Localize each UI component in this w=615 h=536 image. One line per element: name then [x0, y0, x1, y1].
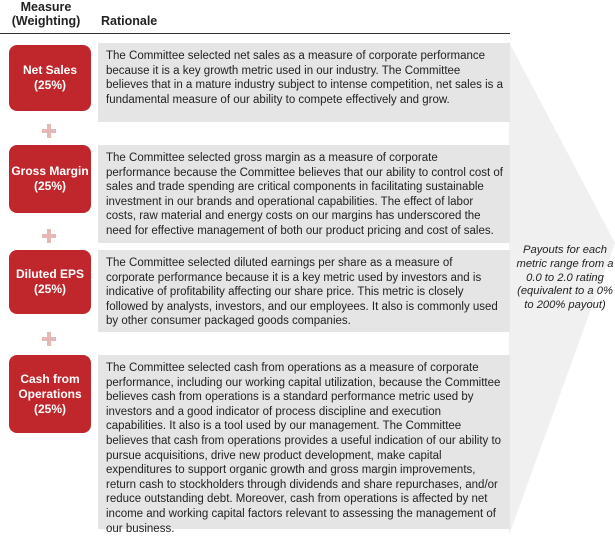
header-divider	[0, 33, 510, 34]
measure-weight: (25%)	[33, 78, 66, 92]
measure-badge-cash-from-operations	[9, 355, 91, 433]
measure-name-line2: Operations	[18, 386, 82, 401]
rationale-column-header: Rationale	[101, 14, 158, 28]
measure-badge-diluted-eps	[9, 250, 91, 314]
measure-header-line2: (Weighting)	[11, 14, 81, 28]
measure-name: Net Sales	[22, 63, 78, 77]
rationale-box-gross-margin: The Committee selected gross margin as a measure of corporate performance because the Committee believes that our ability to control cost of sales and trade spending are critical components in facilitating sustainable investment in our brands and operational capabilities. The effect of labor costs, raw material and energy costs on our margins has underscored the need for effective management of both our product pricing and cost of sales.	[98, 145, 510, 243]
payout-note: Payouts for each metric range from a 0.0 to 2.0 rating (equivalent to a 0% to 200% payout)	[516, 244, 614, 312]
plus-icon	[42, 332, 56, 346]
measure-name: Diluted EPS	[15, 267, 84, 281]
plus-icon	[42, 229, 56, 243]
rationale-box-net-sales: The Committee selected net sales as a measure of corporate performance because it is a key growth metric used in our industry. The Committee believes that in a mature industry subject to intense competition, net sales is a fundamental measure of our ability to compete effectively and grow.	[98, 43, 510, 122]
measure-badge-gross-margin	[9, 145, 91, 213]
measure-weight: (25%)	[33, 282, 66, 296]
rationale-box-cash-from-operations: The Committee selected cash from operations as a measure of corporate performance, including our working capital utilization, because the Committee believes cash from operations is a standard performance metric used by investors and a good indicator of process discipline and execution capabilities. It also is a tool used by our management. The Committee believes that cash from operations provides a useful indication of our ability to pursue acquisitions, drive new product development, make capital expenditures to support organic growth and gross margin improvements, return cash to stockholders through dividends and share repurchases, and/or reduce outstanding debt. Moreover, cash from operations is affected by net income and working capital factors relevant to assessing the management of our business.	[98, 355, 510, 529]
measure-header-line1: Measure	[20, 0, 72, 14]
measure-name: Gross Margin	[11, 164, 89, 178]
plus-icon	[42, 124, 56, 138]
measure-name: Cash from	[20, 371, 80, 386]
rationale-box-diluted-eps: The Committee selected diluted earnings per share as a measure of corporate performance because it is a key metric used by investors and is indicative of profitability affecting our share price. This metric is closely followed by analysts, investors, and our employees. It also is commonly used by other consumer packaged goods companies.	[98, 250, 510, 332]
measure-column-header	[0, 0, 92, 28]
measure-badge-net-sales	[9, 45, 91, 111]
measure-weight: (25%)	[33, 179, 66, 193]
measure-weight: (25%)	[33, 401, 66, 416]
